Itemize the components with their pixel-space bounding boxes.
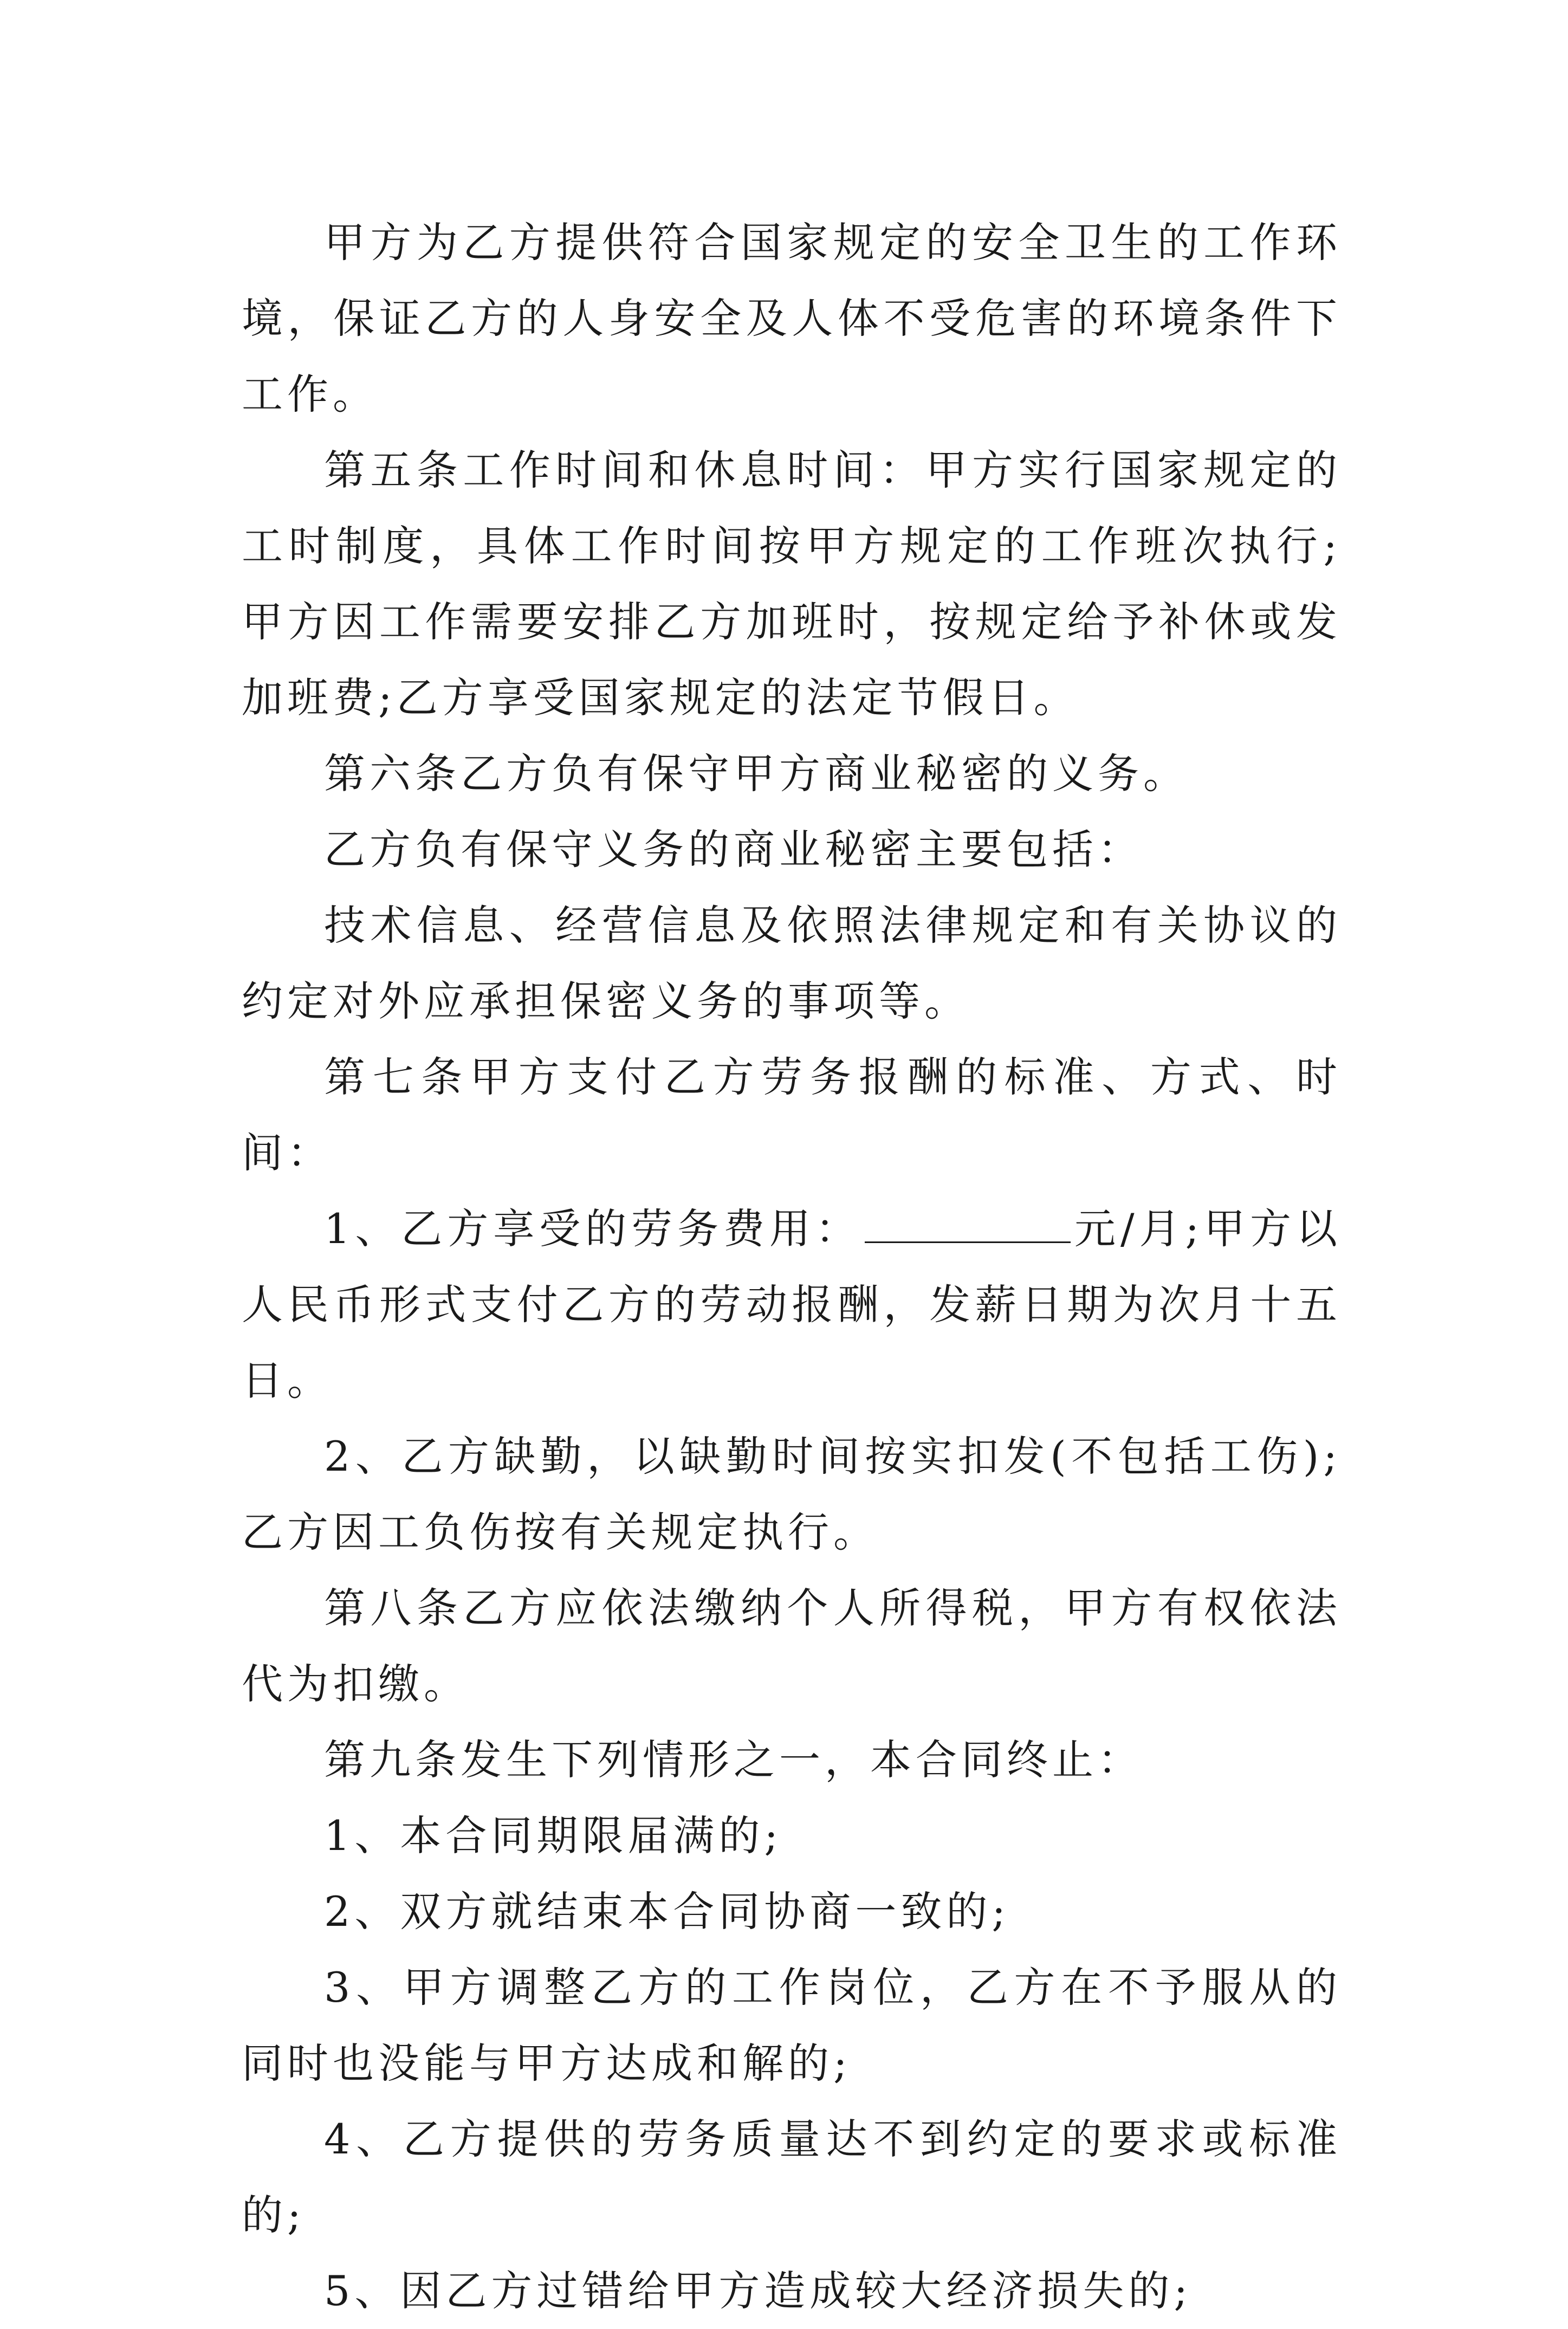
- paragraph-absence: 2、乙方缺勤，以缺勤时间按实扣发(不包括工伤);乙方因工负伤按有关规定执行。: [242, 1432, 1342, 1556]
- document-body: [242, 205, 1342, 2329]
- paragraph-article-9: 第九条发生下列情形之一，本合同终止：: [324, 1736, 1143, 1784]
- fee-amount-blank: [865, 1209, 1071, 1243]
- paragraph-secrets-detail: 技术信息、经营信息及依照法律规定和有关协议的约定对外应承担保密义务的事项等。: [242, 901, 1342, 1025]
- paragraph-safety: 甲方为乙方提供符合国家规定的安全卫生的工作环境，保证乙方的人身安全及人体不受危害的环境条件下工作。: [242, 218, 1342, 418]
- paragraph-article-6: 第六条乙方负有保守甲方商业秘密的义务。: [324, 749, 1189, 798]
- list-item-termination-4: 4、乙方提供的劳务质量达不到约定的要求或标准的;: [242, 2115, 1342, 2239]
- paragraph-article-8: 第八条乙方应依法缴纳个人所得税，甲方有权依法代为扣缴。: [242, 1584, 1342, 1708]
- paragraph-article-7: 第七条甲方支付乙方劳务报酬的标准、方式、时间：: [242, 1053, 1342, 1177]
- fee-text-after: 元/月;甲方以人民币形式支付乙方的劳动报酬，发薪日期为次月十五日。: [242, 1205, 1342, 1405]
- fee-text-before: 1、乙方享受的劳务费用：: [324, 1205, 861, 1253]
- paragraph-secrets-scope: 乙方负有保守义务的商业秘密主要包括：: [324, 825, 1143, 874]
- paragraph-article-5: 第五条工作时间和休息时间：甲方实行国家规定的工时制度，具体工作时间按甲方规定的工作班次执行;甲方因工作需要安排乙方加班时，按规定给予补休或发加班费;乙方享受国家规定的法定节假日。: [242, 446, 1342, 722]
- list-item-termination-3: 3、甲方调整乙方的工作岗位，乙方在不予服从的同时也没能与甲方达成和解的;: [242, 1963, 1342, 2087]
- list-item-termination-5: 5、因乙方过错给甲方造成较大经济损失的;: [324, 2267, 1192, 2315]
- list-item-termination-2: 2、双方就结束本合同协商一致的;: [324, 1887, 1010, 1936]
- list-item-termination-1: 1、本合同期限届满的;: [324, 1812, 782, 1860]
- paragraph-fee: [242, 1191, 1342, 1419]
